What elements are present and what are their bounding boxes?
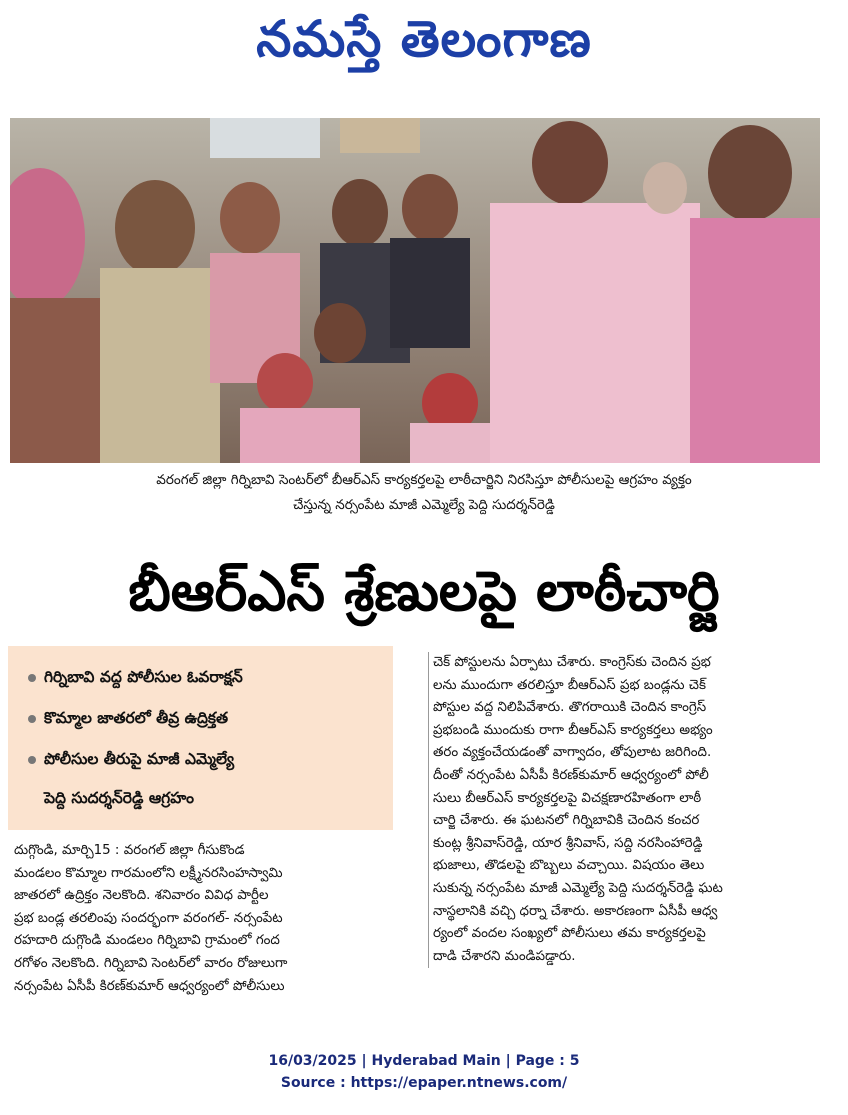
highlight-text: పోలీసుల తీరుపై మాజీ ఎమ్మెల్యే [44, 750, 235, 768]
body-line: రగోళం నెలకొంది. గిర్నిబావి సెంటర్‌లో వారం రోజులుగా [14, 955, 288, 971]
body-line: రహదారి దుగ్గొండి మండలం గిర్నిబావి గ్రామంలో గంద [14, 933, 280, 949]
bullet-icon [28, 715, 36, 723]
article-body-left-column [14, 840, 406, 998]
photo-caption [30, 468, 818, 518]
highlight-item-continued [44, 787, 194, 809]
highlight-text: కొమ్మాల జాతరలో తీవ్ర ఉద్రిక్తత [44, 709, 229, 727]
footer-date-edition: 16/03/2025 | Hyderabad Main | Page : 5 [268, 1053, 580, 1069]
body-line: తరం వ్యక్తంచేయడంతో వాగ్వాదం, తోపులాట జరిగింది. [433, 745, 712, 761]
highlight-item [28, 666, 243, 688]
highlight-text: పెద్ది సుదర్శన్‌రెడ్డి ఆగ్రహం [44, 789, 194, 807]
article-body-right-column [428, 652, 833, 968]
news-photo [10, 118, 820, 463]
highlight-item [28, 748, 234, 770]
body-line: సుకున్న నర్సంపేట మాజీ ఎమ్మెల్యే పెద్ది సుదర్శన్‌రెడ్డి ఘట [433, 880, 723, 896]
highlight-text: గిర్నిబావి వద్ద పోలీసుల ఓవరాక్షన్ [44, 668, 243, 686]
body-line: జాతరలో ఉద్రిక్తం నెలకొంది. శనివారం వివిధ పార్టీల [14, 888, 269, 904]
body-line: భుజాలు, తొడలపై బొబ్బలు వచ్చాయి. విషయం తెలు [433, 858, 705, 874]
caption-line-2: చేస్తున్న నర్సంపేట మాజీ ఎమ్మెల్యే పెద్ది సుదర్శన్‌రెడ్డి [293, 497, 555, 513]
body-line: లను ముందుగా తరలిస్తూ బీఆర్‌ఎస్ ప్రభ బండ్లను చెక్ [433, 677, 706, 693]
body-line: దీంతో నర్సంపేట ఏసీపీ కిరణ్‌కుమార్ ఆధ్వర్యంలో పోలీ [433, 767, 709, 783]
caption-line-1: వరంగల్ జిల్లా గిర్నిబావి సెంటర్‌లో బీఆర్‌ఎస్ కార్యకర్తలపై లాఠీచార్జిని నిరసిస్తూ పోలీసులపై ఆగ్రహం వ్యక్తం [156, 472, 692, 488]
body-line: దుగ్గొండి, మార్చి15 : వరంగల్ జిల్లా గీసుకొండ [14, 843, 245, 858]
body-line: దాడి చేశారని మండిపడ్డారు. [433, 948, 576, 964]
newspaper-masthead: నమస్తే తెలంగాణ [256, 10, 592, 68]
body-line: మండలం కొమ్మాల గారమంలోని లక్ష్మీనరసింహస్వామి [14, 865, 283, 881]
bullet-icon [28, 674, 36, 682]
highlights-box [8, 646, 393, 830]
footer-source-link[interactable]: Source : https://epaper.ntnews.com/ [280, 1075, 568, 1091]
article-headline: బీఆర్‌ఎస్ శ్రేణులపై లాఠీచార్జి [128, 559, 720, 623]
body-line: సులు బీఆర్‌ఎస్ కార్యకర్తలపై విచక్షణారహితంగా లాఠీ [433, 790, 702, 806]
body-line: చార్జి చేశారు. ఈ ఘటనలో గిర్నిబావికి చెందిన కంచర [433, 813, 700, 829]
page-footer [0, 1050, 848, 1094]
body-line: నర్సంపేట ఏసీపీ కిరణ్‌కుమార్ ఆధ్వర్యంలో పోలీసులు [14, 978, 285, 994]
body-line: ప్రభబండి ముందుకు రాగా బీఆర్‌ఎస్ కార్యకర్తలు అభ్యం [433, 722, 713, 738]
highlight-item [28, 707, 228, 729]
photo-crowd-icon [10, 118, 820, 463]
body-line: చెక్ పోస్టులను ఏర్పాటు చేశారు. కాంగ్రెస్‌కు చెందిన ప్రభ [433, 655, 711, 670]
body-line: పోస్టుల వద్ద నిలిపివేశారు. తొగరాయికి చెందిన కాంగ్రెస్ [433, 700, 707, 716]
bullet-icon [28, 756, 36, 764]
body-line: ర్యంలో వందల సంఖ్యలో పోలీసులు తమ కార్యకర్తలపై [433, 926, 706, 942]
body-line: కుంట్ల శ్రీనివాస్‌రెడ్డి, యార శ్రీనివాస్, సద్ది నరసింహారెడ్డి [433, 835, 703, 851]
body-line: నాస్థలానికి వచ్చి ధర్నా చేశారు. అకారణంగా ఏసీపీ ఆధ్వ [433, 903, 718, 919]
body-line: ప్రభ బండ్ల తరలింపు సందర్భంగా వరంగల్- నర్సంపేట [14, 910, 283, 926]
